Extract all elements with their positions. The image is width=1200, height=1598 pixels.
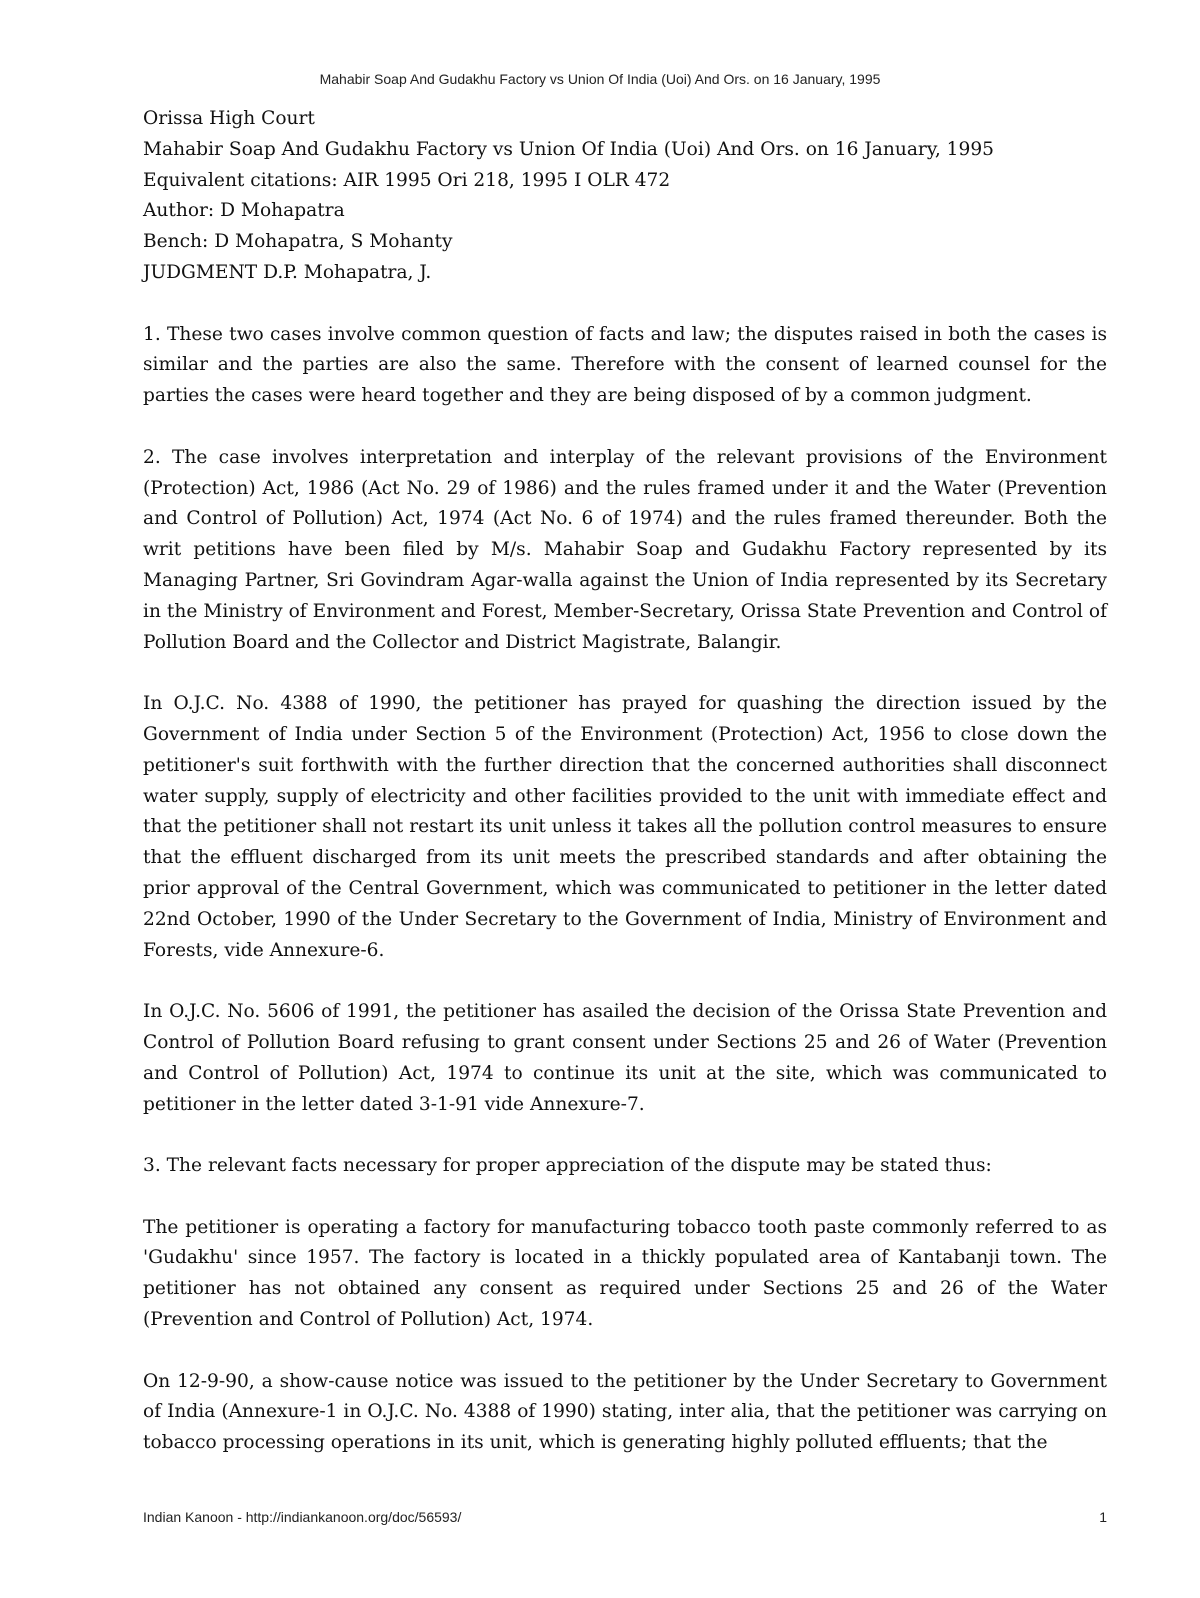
footer-source-link[interactable]: Indian Kanoon - http://indiankanoon.org/doc/56593/ — [143, 1509, 462, 1525]
paragraph-ojc-5606: In O.J.C. No. 5606 of 1991, the petitioner has asailed the decision of the Orissa State Prevention and Control of Pollution Board refusing to grant consent under Sections 25 and 26 of Water (Prevention and Control of Pollution) Act, 1974 to continue its unit at the site, which was communicated to petitioner in the letter dated 3-1-91 vide Annexure-7. — [143, 1001, 1107, 1115]
court-name: Orissa High Court — [143, 108, 315, 129]
paragraph-ojc-4388: In O.J.C. No. 4388 of 1990, the petitioner has prayed for quashing the direction issued by the Government of India under Section 5 of the Environment (Protection) Act, 1956 to close down the petitioner's suit forthwith with the further direction that the concerned authorities shall disconnect water supply, supply of electricity and other facilities provided to the unit with immediate effect and that the petitioner shall not restart its unit unless it takes all the pollution control measures to ensure that the effluent discharged from its unit meets the prescribed standards and after obtaining the prior approval of the Central Government, which was communicated to petitioner in the letter dated 22nd October, 1990 of the Under Secretary to the Government of India, Ministry of Environment and Forests, vide Annexure-6. — [143, 693, 1107, 961]
paragraph-facts: The petitioner is operating a factory for manufacturing tobacco tooth paste commonly referred to as 'Gudakhu' since 1957. The factory is located in a thickly populated area of Kantabanji town. The petitioner has not obtained any consent as required under Sections 25 and 26 of the Water (Prevention and Control of Pollution) Act, 1974. — [143, 1216, 1107, 1331]
running-footer — [143, 1509, 1107, 1525]
paragraph-3: 3. The relevant facts necessary for proper appreciation of the dispute may be stated thus: — [143, 1155, 992, 1177]
paragraph-show-cause: On 12-9-90, a show-cause notice was issued to the petitioner by the Under Secretary to Government of India (Annexure-1 in O.J.C. No. 4388 of 1990) stating, inter alia, that the petitioner was carrying on tobacco processing operations in its unit, which is generating highly polluted effluents; that the — [143, 1370, 1107, 1454]
case-metadata — [143, 104, 1107, 289]
page-number: 1 — [1099, 1509, 1107, 1525]
paragraph-2: 2. The case involves interpretation and interplay of the relevant provisions of the Environment (Protection) Act, 1986 (Act No. 29 of 1986) and the rules framed under it and the Water (Prevention and Control of Pollution) Act, 1974 (Act No. 6 of 1974) and the rules framed thereunder. Both the writ petitions have been filed by M/s. Mahabir Soap and Gudakhu Factory represented by its Managing Partner, Sri Govindram Agar-walla against the Union of India represented by its Secretary in the Ministry of Environment and Forest, Member-Secretary, Orissa State Prevention and Control of Pollution Board and the Collector and District Magistrate, Balangir. — [143, 446, 1107, 653]
bench: Bench: D Mohapatra, S Mohanty — [143, 231, 453, 253]
running-header: Mahabir Soap And Gudakhu Factory vs Union Of India (Uoi) And Ors. on 16 January, 1995 — [319, 71, 881, 87]
judgment-body — [143, 104, 1107, 1490]
equivalent-citations: Equivalent citations: AIR 1995 Ori 218, 1995 I OLR 472 — [143, 169, 671, 191]
author: Author: D Mohapatra — [143, 200, 345, 222]
judgment-heading: JUDGMENT D.P. Mohapatra, J. — [143, 261, 432, 283]
case-title: Mahabir Soap And Gudakhu Factory vs Union Of India (Uoi) And Ors. on 16 January, 1995 — [143, 138, 994, 160]
paragraph-1: 1. These two cases involve common question of facts and law; the disputes raised in both the cases is similar and the parties are also the same. Therefore with the consent of learned counsel for the parties the cases were heard together and they are being disposed of by a common judgment. — [143, 323, 1107, 407]
